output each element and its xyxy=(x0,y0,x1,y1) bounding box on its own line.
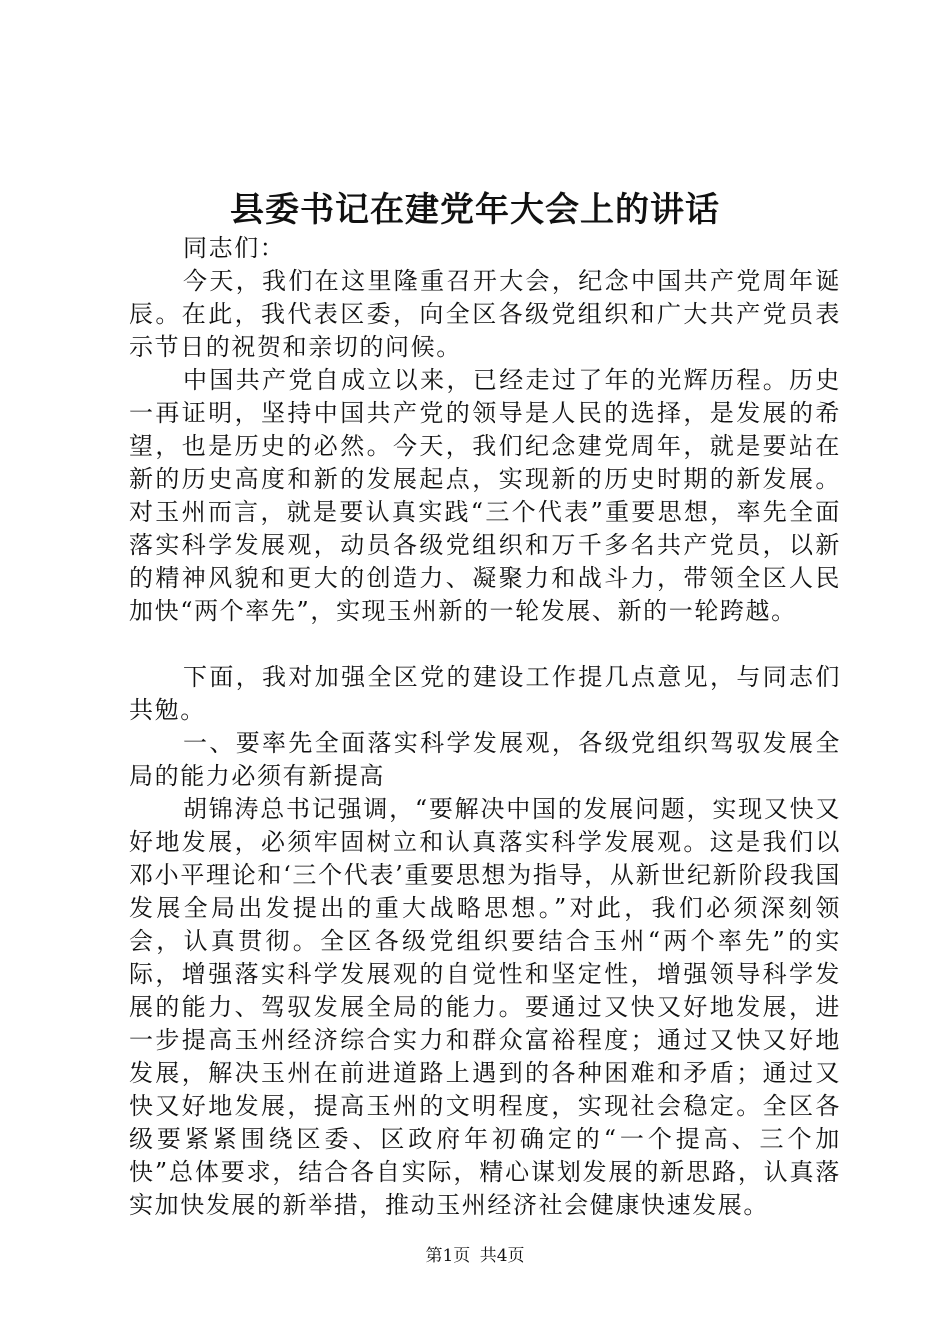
document-body xyxy=(129,232,841,1222)
page-footer xyxy=(0,1244,950,1268)
page-number: 第1页 xyxy=(425,1246,471,1266)
history-paragraph: 中国共产党自成立以来，已经走过了年的光辉历程。历史一再证明，坚持中国共产党的领导是人民的选择，是发展的希望，也是历史的必然。今天，我们纪念建党周年，就是要站在新的历史高度和新的发展起点，实现新的历史时期的新发展。对玉州而言，就是要认真实践“三个代表”重要思想，率先全面落实科学发展观，动员各级党组织和万千多名共产党员，以新的精神风貌和更大的创造力、凝聚力和战斗力，带领全区人民加快“两个率先”，实现玉州新的一轮发展、新的一轮跨越。 xyxy=(129,366,841,625)
page-total: 共4页 xyxy=(479,1246,525,1266)
document-title: 县委书记在建党年大会上的讲话 xyxy=(230,190,720,230)
transition-paragraph: 下面，我对加强全区党的建设工作提几点意见，与同志们共勉。 xyxy=(129,663,841,724)
section-heading-1: 一、要率先全面落实科学发展观，各级党组织驾驭发展全局的能力必须有新提高 xyxy=(129,729,841,790)
opening-paragraph: 今天，我们在这里隆重召开大会，纪念中国共产党周年诞辰。在此，我代表区委，向全区各级党组织和广大共产党员表示节日的祝贺和亲切的问候。 xyxy=(129,267,841,361)
salutation-paragraph: 同志们： xyxy=(183,234,286,262)
section-1-paragraph: 胡锦涛总书记强调，“要解决中国的发展问题，实现又快又好地发展，必须牢固树立和认真落实科学发展观。这是我们以邓小平理论和‘三个代表’重要思想为指导，从新世纪新阶段我国发展全局出发提出的重大战略思想。”对此，我们必须深刻领会，认真贯彻。全区各级党组织要结合玉州“两个率先”的实际，增强落实科学发展观的自觉性和坚定性，增强领导科学发展的能力、驾驭发展全局的能力。要通过又快又好地发展，进一步提高玉州经济综合实力和群众富裕程度；通过又快又好地发展，解决玉州在前进道路上遇到的各种困难和矛盾；通过又快又好地发展，提高玉州的文明程度，实现社会稳定。全区各级要紧紧围绕区委、区政府年初确定的“一个提高、三个加快”总体要求，结合各自实际，精心谋划发展的新思路，认真落实加快发展的新举措，推动玉州经济社会健康快速发展。 xyxy=(129,795,841,1219)
